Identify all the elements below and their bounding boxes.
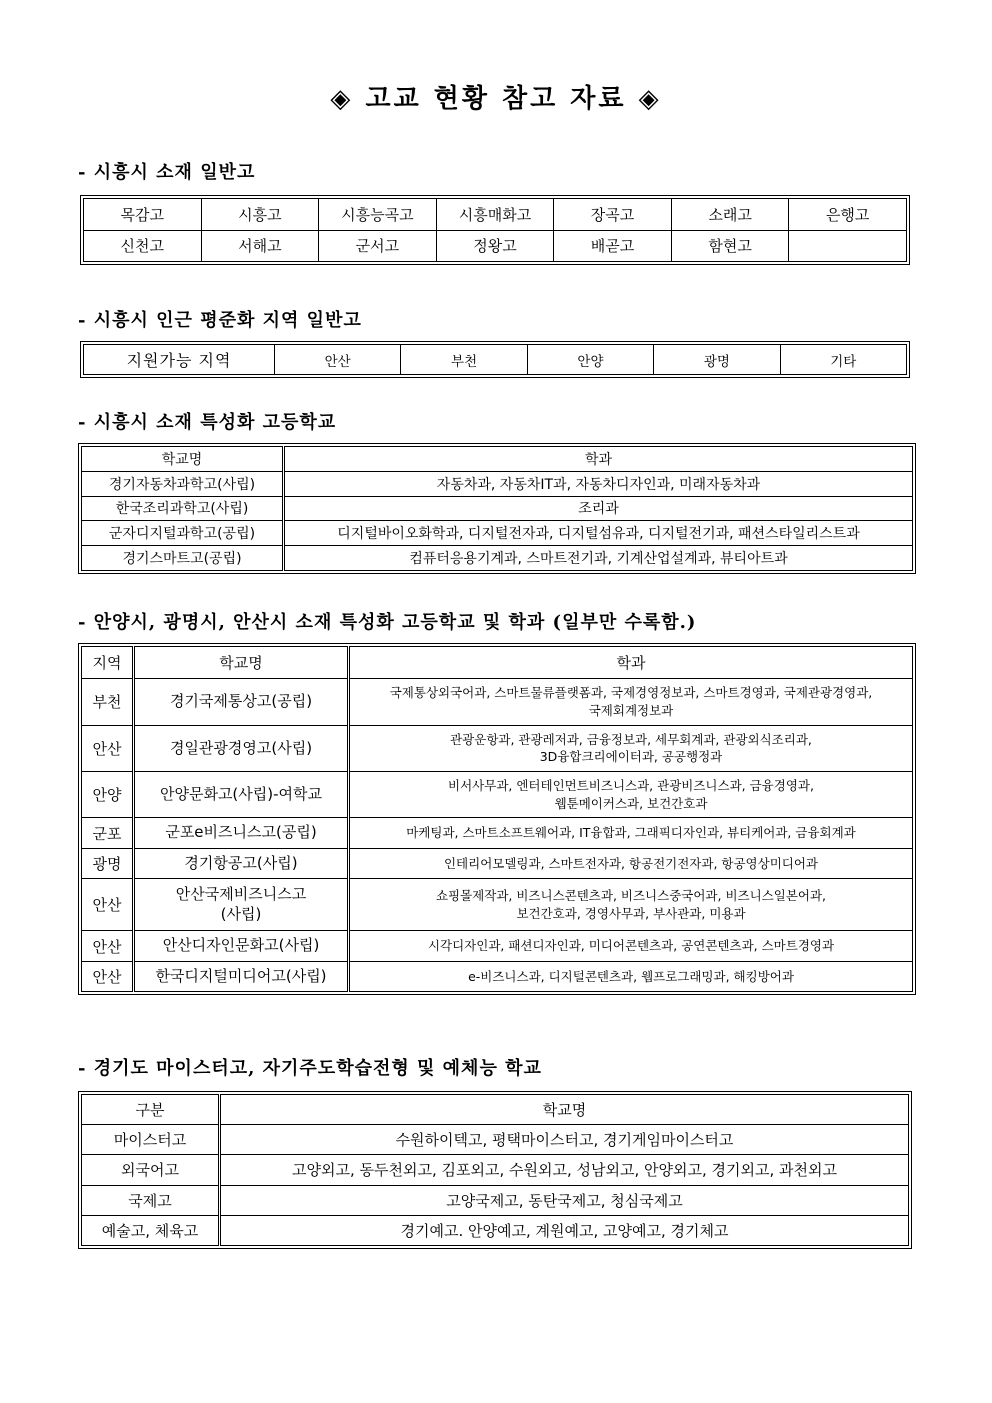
region-cell: 안산 [82,961,134,991]
section-heading-general-schools: - 시흥시 소재 일반고 [78,162,256,183]
school-name: 경일관광경영고(사립) [169,738,313,757]
school-cell: 함현고 [671,230,789,262]
section-heading-nearby-regions: - 시흥시 인근 평준화 지역 일반고 [78,310,362,331]
table-row [82,1155,909,1185]
column-header: 학과 [349,647,913,679]
school-name: 안양문화고(사립)-여학교 [159,784,323,803]
school-cell: 신천고 [84,230,202,262]
schools-cell: 경기예고. 안양예고, 계원예고, 고양예고, 경기체고 [220,1215,909,1245]
school-name-cell: 군자디지털과학고(공립) [82,521,284,546]
table-row [82,818,913,848]
region-cell: 기타 [780,345,906,375]
school-cell: 장곡고 [554,199,672,231]
table-row [82,848,913,878]
table-header-row [82,447,913,472]
region-label: 지원가능 지역 [84,345,275,375]
departments-line: 보건간호과, 경영사무과, 부사관과, 미용과 [516,905,746,921]
region-cell: 광명 [82,848,134,878]
column-header: 학과 [284,447,913,472]
school-name-cell [134,848,349,878]
school-name: 경기국제통상고(공립) [169,692,313,711]
column-header: 지역 [82,647,134,679]
region-cell: 안산 [82,931,134,961]
table-row [82,496,913,521]
school-name: 경기항공고(사립) [184,853,298,872]
departments-cell: 컴퓨터응용기계과, 스마트전기과, 기계산업설계과, 뷰티아트과 [284,546,913,571]
departments-line: 관광운항과, 관광레저과, 금융정보과, 세무회계과, 관광외식조리과, [450,731,812,747]
departments-cell [349,878,913,930]
school-name-cell [134,961,349,991]
school-cell: 소래고 [671,199,789,231]
category-cell: 예술고, 체육고 [82,1215,220,1245]
school-name: 군포e비즈니스고(공립) [165,823,317,842]
departments-line: 인테리어모델링과, 스마트전자과, 항공전기전자과, 항공영상미디어과 [443,855,819,871]
school-cell: 시흥고 [201,199,319,231]
general-schools-table [80,195,910,265]
special-schools-table [78,1091,912,1249]
schools-cell: 수원하이텍고, 평택마이스터고, 경기게임마이스터고 [220,1125,909,1155]
school-name-cell [134,679,349,725]
region-cell: 안산 [275,345,401,375]
departments-cell [349,961,913,991]
school-name-cell: 경기자동차과학고(사립) [82,471,284,496]
departments-line: 국제통상외국어과, 스마트물류플랫폼과, 국제경영정보과, 스마트경영과, 국제관광경영과, [389,685,873,701]
departments-cell [349,848,913,878]
column-header: 학교명 [220,1095,909,1125]
departments-line: 웹툰메이커스과, 보건간호과 [554,795,708,811]
departments-line: 쇼핑몰제작과, 비즈니스콘텐츠과, 비즈니스중국어과, 비즈니스일본어과, [435,888,827,904]
table-header-row [82,647,913,679]
section-heading-sihung-vocational: - 시흥시 소재 특성화 고등학교 [78,412,337,433]
table-row [82,521,913,546]
region-cell: 광명 [654,345,780,375]
category-cell: 마이스터고 [82,1125,220,1155]
departments-cell: 조리과 [284,496,913,521]
departments-cell [349,931,913,961]
departments-line: 국제회계정보과 [588,702,674,718]
school-name-cell: 경기스마트고(공립) [82,546,284,571]
school-cell: 목감고 [84,199,202,231]
departments-line: e-비즈니스과, 디지털콘텐츠과, 웹프로그래밍과, 해킹방어과 [468,968,794,984]
school-name-cell [134,725,349,771]
nearby-vocational-table [78,643,916,995]
departments-cell [349,679,913,725]
table-row [82,1125,909,1155]
region-cell: 부천 [401,345,527,375]
table-row [82,546,913,571]
school-name: 한국디지털미디어고(사립) [155,966,327,985]
school-cell: 시흥능곡고 [319,199,437,231]
page-title: ◈ 고교 현황 참고 자료 ◈ [330,84,662,114]
departments-line: 비서사무과, 엔터테인먼트비즈니스과, 관광비즈니스과, 금융경영과, [448,778,814,794]
table-row [84,199,907,231]
table-row [82,471,913,496]
column-header: 구분 [82,1095,220,1125]
category-cell: 국제고 [82,1185,220,1215]
school-name-cell [134,931,349,961]
school-cell: 정왕고 [436,230,554,262]
column-header: 학교명 [82,447,284,472]
region-cell: 안산 [82,878,134,930]
table-row [82,878,913,930]
nearby-regions-table [80,341,910,378]
departments-cell: 자동차과, 자동차IT과, 자동차디자인과, 미래자동차과 [284,471,913,496]
departments-line: 시각디자인과, 패션디자인과, 미디어콘텐츠과, 공연콘텐츠과, 스마트경영과 [427,938,835,954]
table-row [82,1185,909,1215]
region-cell: 안양 [82,772,134,818]
region-cell: 안양 [527,345,653,375]
departments-cell [349,725,913,771]
school-cell: 시흥매화고 [436,199,554,231]
table-row [82,725,913,771]
school-cell [789,230,907,262]
section-heading-nearby-vocational: - 안양시, 광명시, 안산시 소재 특성화 고등학교 및 학과 (일부만 수록함.) [78,612,697,633]
schools-cell: 고양국제고, 동탄국제고, 청심국제고 [220,1185,909,1215]
school-name: 안산국제비즈니스고 [175,885,307,904]
school-name-cell [134,878,349,930]
departments-line: 마케팅과, 스마트소프트웨어과, IT융합과, 그래픽디자인과, 뷰티케어과, 금융회계과 [406,825,856,841]
category-cell: 외국어고 [82,1155,220,1185]
departments-cell [349,818,913,848]
school-name: 안산디자인문화고(사립) [162,936,320,955]
school-name-cell: 한국조리과학고(사립) [82,496,284,521]
table-row [82,931,913,961]
school-cell: 군서고 [319,230,437,262]
table-row [84,230,907,262]
section-heading-special-schools: - 경기도 마이스터고, 자기주도학습전형 및 예체능 학교 [78,1058,542,1079]
school-name-cell [134,772,349,818]
school-name-suffix: (사립) [220,904,262,923]
region-cell: 부천 [82,679,134,725]
departments-cell: 디지털바이오화학과, 디지털전자과, 디지털섬유과, 디지털전기과, 패션스타일리스트과 [284,521,913,546]
table-row [82,679,913,725]
departments-line: 3D융합크리에이터과, 공공행정과 [539,749,723,765]
table-row [82,772,913,818]
region-cell: 군포 [82,818,134,848]
schools-cell: 고양외고, 동두천외고, 김포외고, 수원외고, 성남외고, 안양외고, 경기외고, 과천외고 [220,1155,909,1185]
table-header-row [82,1095,909,1125]
table-row [82,1215,909,1245]
sihung-vocational-table [78,443,916,574]
departments-cell [349,772,913,818]
school-cell: 은행고 [789,199,907,231]
school-cell: 배곧고 [554,230,672,262]
column-header: 학교명 [134,647,349,679]
school-name-cell [134,818,349,848]
region-cell: 안산 [82,725,134,771]
school-cell: 서해고 [201,230,319,262]
table-row [82,961,913,991]
